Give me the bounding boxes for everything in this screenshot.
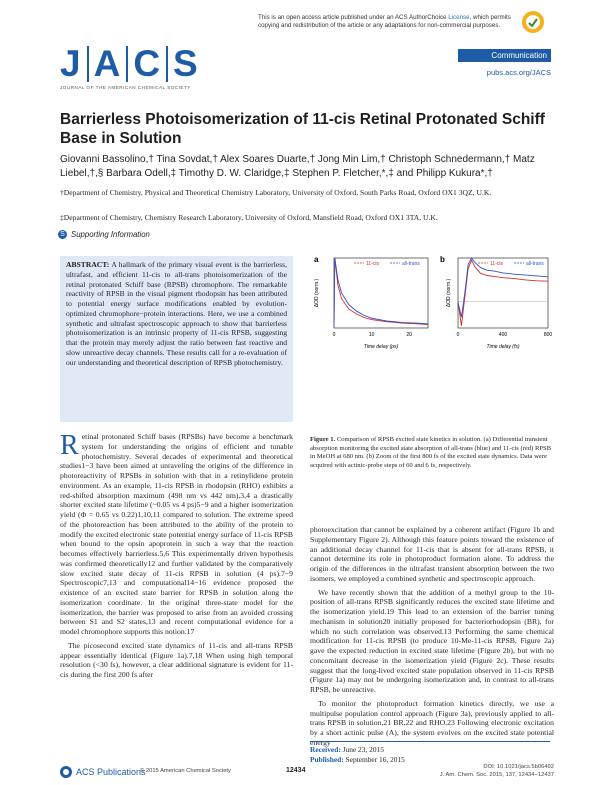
paragraph: To monitor the photoproduct formation kinetics directly, we use a multipulse population control approach (Figure 3a), previously applied to all-trans RPSB in solution,21 BR,22 and RHO.23 Following electronic excitation by a short actinic pulse (A), the system evolves on the excited state potential energy bbox=[310, 698, 554, 747]
legend-label-cis: 11-cis bbox=[366, 261, 379, 267]
abstract-box bbox=[60, 256, 293, 422]
series-line-a-all-trans bbox=[334, 258, 428, 328]
article-type-tag: Communication bbox=[458, 49, 551, 62]
legend-label-cis-b: 11-cis bbox=[490, 261, 503, 267]
received-label: Received: bbox=[310, 745, 341, 754]
plot-frame-b bbox=[458, 258, 548, 328]
legend-label-trans-b: all-trans bbox=[526, 261, 544, 267]
x-tick-label: 0 bbox=[332, 332, 336, 338]
publisher-logo[interactable] bbox=[60, 766, 146, 778]
abstract-text: A hallmark of the primary visual event is the barrierless, ultrafast, and efficient 11-cis to all-trans photoisomerization of the retinal protonated Schiff base (RPSB) chromophore. The remarkable reactivity of RPSB in the visual pigment rhodopsin has been attributed to potential energy surface modifications enabled by evolution-optimized chromophore−protein interactions. Here, we use a combined synthetic and ultrafast spectroscopic approach to show that barrierless photoisomerization is an intrinsic property of 11-cis RPSB, suggesting that the protein may merely adjust the ratio between fast reactive and slow unreactive decay channels. These results call for a re-evaluation of our understanding and theoretical description of RPSB photochemistry. bbox=[66, 260, 288, 367]
page-number: 12434 bbox=[286, 767, 306, 774]
paragraph: etinal protonated Schiff bases (RPSBs) have become a benchmark system for understanding the origins of efficient and tunable photochemistry. Several decades of experimental and theoretical studies1−3 have been aimed at unraveling the origins of the difference in photoreactivity of RPSBs in solution with that in a retinylidene protein environment. As an example, 11-cis RPSB in rhodopsin (RHO) exhibits a red-shifted absorption maximum (498 nm vs 442 nm),3,4 a drastically shorter excited state lifetime (~0.05 vs 4 ps)5−9 and a higher isomerization yield (Φ = 0.65 vs 0.22)1,10,11 compared to solution. The extreme speed of the photoreaction has been attributed to the ability of the protein to modify the excited electronic state potential energy surface of 11-cis RPSB when bound to the opsin apoprotein in such a way that the reaction becomes effectively barrierless.5,6 This experimentally driven hypothesis was confirmed theoretically12 and further validated by the comparatively slow excited state decay of 11-cis RPSB in solution (4 ps).7−9 Spectroscopic7,13 and computational14−16 evidence proposed the existence of an excited state barrier for RPSB in solution along the isomerization coordinate. In the original three-state model for the isomerization, the barrier was proposed to arise from an avoided crossing between S1 and S2 states,13 and recent computational evidence for a model chromophore supports this notion.17 bbox=[60, 432, 293, 636]
supporting-info-label: Supporting Information bbox=[71, 230, 150, 239]
journal-name: JOURNAL OF THE AMERICAN CHEMICAL SOCIETY bbox=[60, 85, 191, 90]
y-axis-label-b: ΔOD (norm.) bbox=[446, 278, 452, 308]
affiliation: †Department of Chemistry, Physical and Theoretical Chemistry Laboratory, University of Oxford, South Parks Road, Oxford OX1 3QZ, U.K. bbox=[60, 188, 492, 197]
publication-dates bbox=[310, 741, 550, 764]
x-tick-label: 10 bbox=[368, 332, 375, 338]
drop-cap: R bbox=[60, 430, 79, 461]
published-label: Published: bbox=[310, 754, 344, 764]
logo-letter: C bbox=[133, 43, 162, 84]
logo-divider bbox=[87, 46, 89, 82]
logo-divider bbox=[126, 46, 128, 82]
x-tick-label: 20 bbox=[406, 332, 412, 338]
received-date: June 23, 2015 bbox=[342, 745, 384, 754]
supporting-info-link[interactable] bbox=[58, 230, 150, 239]
license-link[interactable]: License bbox=[448, 14, 470, 21]
paragraph: The picosecond excited state dynamics of 11-cis and all-trans RPSB appear essentially identical (Figure 1a).7,18 When using high temporal resolution (<30 fs), however, a clear additional signature is evident for 11-cis during the first 200 fs after bbox=[60, 640, 293, 679]
y-axis-label-a: ΔOD (norm.) bbox=[314, 278, 320, 308]
figure-1 bbox=[310, 252, 554, 432]
logo-divider bbox=[166, 46, 168, 82]
logo-letter: J bbox=[60, 43, 82, 84]
article-title: Barrierless Photoisomerization of 11-cis Retinal Protonated Schiff Base in Solution bbox=[60, 111, 545, 147]
copyright: © 2015 American Chemical Society bbox=[140, 768, 231, 774]
publisher-name: ACS Publications bbox=[76, 767, 146, 777]
affiliation: ‡Department of Chemistry, Chemistry Research Laboratory, University of Oxford, Mansfield Road, Oxford OX1 3TA, U.K. bbox=[60, 213, 438, 222]
x-tick-label: 800 bbox=[543, 332, 553, 338]
series-line-b-11-cis bbox=[458, 260, 548, 326]
panel-label-b: b bbox=[440, 255, 445, 264]
x-axis-label-a: Time delay (ps) bbox=[363, 344, 399, 350]
doi[interactable]: DOI: 10.1021/jacs.5b06492 bbox=[483, 764, 554, 770]
published-date: September 16, 2015 bbox=[345, 754, 405, 764]
open-access-notice: This is an open access article published under an ACS AuthorChoice License, which permits copying and redistribution of the article or any adaptations for non-commercial purposes. bbox=[258, 14, 511, 29]
supporting-info-icon: S bbox=[58, 230, 67, 239]
paragraph: We have recently shown that the addition of a methyl group to the 10-position of all-trans RPSB significantly reduces the excited state lifetime and the isomerization yield.19 This lead to an extension of the barrier tuning mechanism in solution20 initially proposed for bacteriorhodopsin (BR), for which no such correlation was observed.13 Performing the same chemical modification for 11-cis RPSB (to produce 10-Me-11-cis RPSB, Figure 2a) gave the expected reduction in excited state lifetime (Figure 2b), but with no concomitant decrease in the isomerization yield (Figure 2c). These results suggest that the long-lived excited state population observed in 11-cis RPSB (Figure 1a) may not be undergoing isomerization and, in contrast to all-trans RPSB, be unreactive. bbox=[310, 587, 554, 694]
citation: J. Am. Chem. Soc. 2015, 137, 12434−12437 bbox=[439, 771, 554, 778]
body-column-right bbox=[310, 525, 554, 748]
x-tick-label: 0 bbox=[456, 332, 460, 338]
journal-url[interactable]: pubs.acs.org/JACS bbox=[486, 68, 551, 77]
x-tick-label: 400 bbox=[498, 332, 508, 338]
panel-label-a: a bbox=[314, 255, 319, 264]
logo-letter: S bbox=[173, 43, 199, 84]
figure-caption-label: Figure 1. bbox=[310, 436, 336, 443]
legend-label-trans: all-trans bbox=[402, 261, 420, 267]
figure-caption-text: Comparison of RPSB excited state kinetics in solution. (a) Differential transient absorption monitoring the excited state absorption of all-trans (blue) and 11-cis (red) RPSB in MeOH at 680 nm. (b) Zoom of the first 800 fs of the excited state dynamics. Data were acquired with actinic-probe steps of 60 and 6 fs, respectively. bbox=[310, 436, 552, 469]
x-axis-label-b: Time delay (fs) bbox=[486, 344, 520, 350]
journal-logo bbox=[60, 44, 199, 84]
acs-logo-icon bbox=[60, 766, 72, 778]
logo-letter: A bbox=[93, 43, 122, 84]
doi-citation bbox=[420, 764, 554, 779]
abstract-label: ABSTRACT: bbox=[66, 260, 110, 269]
author-list: Giovanni Bassolino,† Tina Sovdat,† Alex Soares Duarte,† Jong Min Lim,† Christoph Schnedermann,† Matz Liebel,†,§ Barbara Odell,‡ Timothy D. W. Claridge,‡ Stephen P. Fletcher,*,‡ and Philipp Kukura*,† bbox=[60, 154, 535, 179]
author-choice-badge-icon bbox=[521, 10, 545, 34]
series-line-a-11-cis bbox=[334, 258, 428, 328]
plot-frame-a bbox=[334, 258, 428, 328]
body-column-left bbox=[60, 432, 293, 680]
figure-caption bbox=[310, 436, 554, 470]
paragraph: photoexcitation that cannot be explained by a coherent artifact (Figure 1b and Supplementary Figure 2). Although this feature points toward the existence of an additional decay channel for 11-cis that is absent for all-trans RPSB, it cannot determine its role in photoproduct formation alone. To address the origin of the differences in the ultrafast transient absorption between the two isomers, we employed a combined synthetic and spectroscopic approach. bbox=[310, 525, 554, 583]
